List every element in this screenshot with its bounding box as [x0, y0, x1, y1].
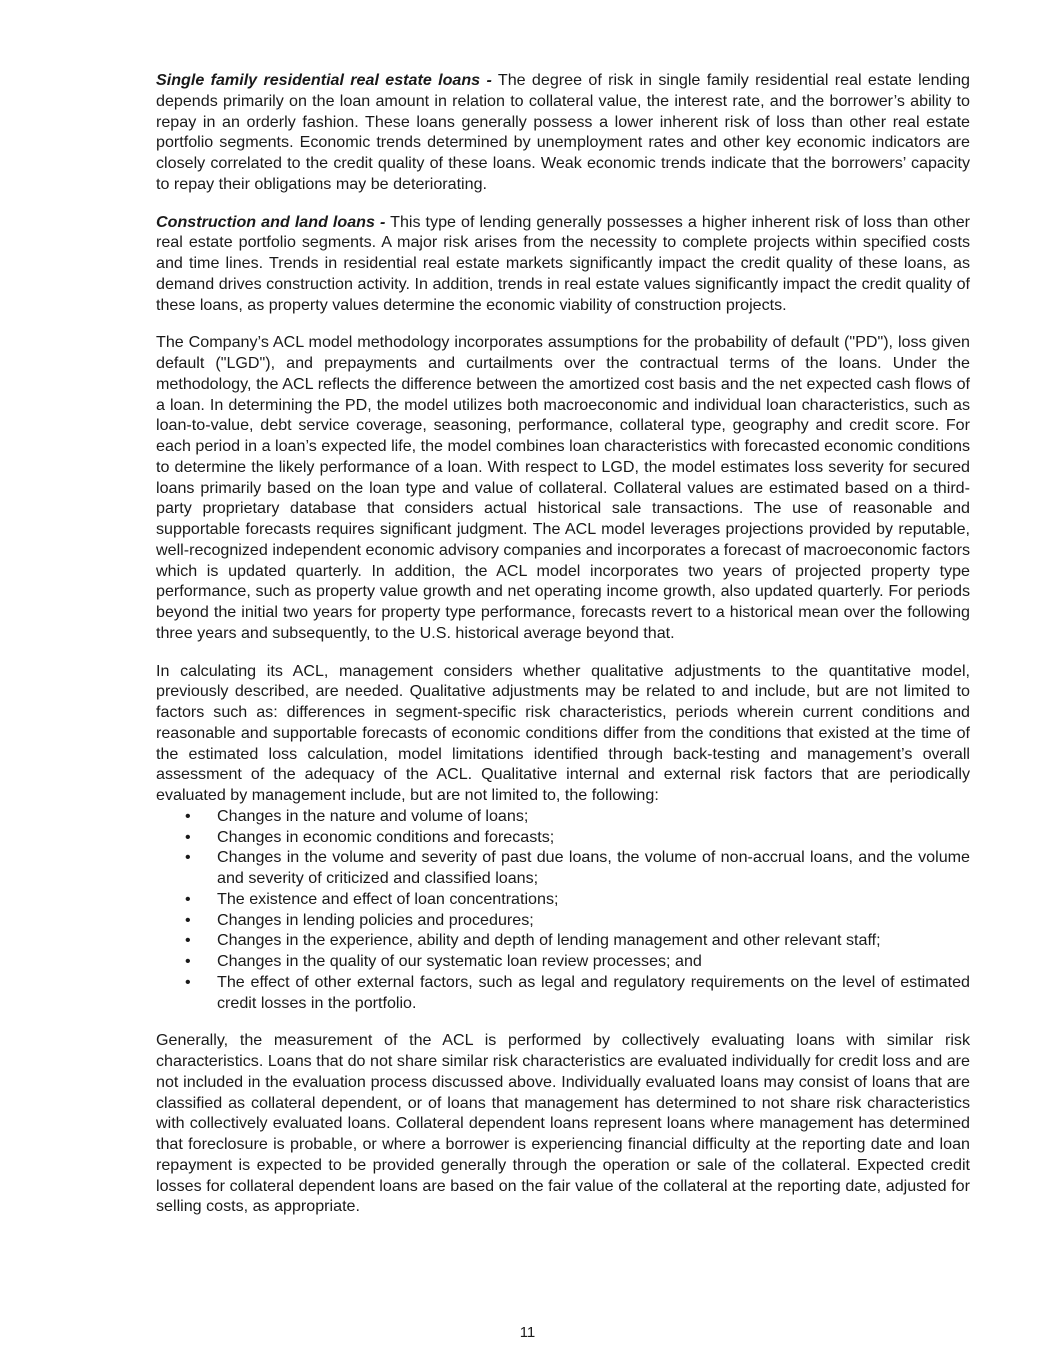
bullet-icon: •	[185, 952, 191, 970]
bullet-icon: •	[185, 889, 191, 908]
list-item	[156, 930, 970, 951]
bullet-icon: •	[185, 806, 191, 825]
list-item-text: Changes in the nature and volume of loans;	[217, 806, 529, 825]
qualitative-paragraph: In calculating its ACL, management considers whether qualitative adjustments to the quantitative model, previously described, are needed. Qualitative adjustments may be related to and include, but are not limited to factors such as: differences in segment-specific risk characteristics, periods wherein current conditions and reasonable and supportable forecasts of economic conditions differ from the conditions that existed at the time of the estimated loss calculation, model limitations identified through back-testing and management’s overall assessment of the adequacy of the ACL. Qualitative internal and external risk factors that are periodically evaluated by management include, but are not limited to, the following:	[156, 661, 970, 804]
single-family-heading: Single family residential real estate loans -	[156, 71, 492, 89]
list-item	[156, 951, 970, 972]
list-item-text: Changes in economic conditions and forecasts;	[217, 827, 555, 846]
list-item	[156, 889, 970, 910]
list-item-text: The existence and effect of loan concentrations;	[217, 889, 559, 908]
construction-body: This type of lending generally possesses a higher inherent risk of loss than other real estate portfolio segments. A major risk arises from the necessity to complete projects within specified costs and time lines. Trends in residential real estate markets significantly impact the credit quality of these loans, as demand drives construction activity. In addition, trends in real estate values significantly impact the credit quality of these loans, as property values determine the economic viability of construction projects.	[156, 212, 971, 314]
page-number: 11	[519, 1324, 536, 1341]
list-item	[156, 910, 970, 931]
list-item	[156, 972, 970, 1014]
bullet-icon: •	[185, 827, 191, 846]
list-item	[156, 847, 970, 889]
list-item-text: Changes in the experience, ability and depth of lending management and other relevant staff;	[217, 931, 881, 950]
list-item-text: Changes in lending policies and procedures;	[217, 910, 534, 929]
document-page	[156, 70, 970, 1234]
list-item	[156, 806, 970, 827]
list-item-text: Changes in the quality of our systematic loan review processes; and	[217, 952, 702, 970]
list-item-text: The effect of other external factors, such as legal and regulatory requirements on the level of estimated credit losses in the portfolio.	[217, 972, 970, 1012]
construction-heading: Construction and land loans -	[156, 212, 386, 231]
measurement-paragraph: Generally, the measurement of the ACL is performed by collectively evaluating loans with similar risk characteristics. Loans that do not share similar risk characteristics are evaluated individually for credit loss and are not included in the evaluation process discussed above. Individually evaluated loans may consist of loans that are classified as collateral dependent, or of loans that management has determined to not share risk characteristics with collectively evaluated loans. Collateral dependent loans represent loans where management has determined that foreclosure is probable, or where a borrower is experiencing financial difficulty at the reporting date and loan repayment is expected to be provided generally through the operation or sale of the collateral. Expected credit losses for collateral dependent loans are based on the fair value of the collateral at the reporting date, adjusted for selling costs, as appropriate.	[156, 1031, 970, 1216]
bullet-icon: •	[185, 910, 191, 929]
bullet-icon: •	[185, 972, 191, 991]
single-family-paragraph	[156, 70, 970, 195]
single-family-body: The degree of risk in single family residential real estate lending depends primarily on the loan amount in relation to collateral value, the interest rate, and the borrower’s ability to repay in an orderly fashion. These loans generally possess a lower inherent risk of loss than other real estate portfolio segments. Economic trends determined by unemployment rates and other key economic indicators are closely correlated to the credit quality of these loans. Weak economic trends indicate that the borrowers’ capacity to repay their obligations may be deteriorating.	[156, 71, 970, 193]
list-item-text: Changes in the volume and severity of past due loans, the volume of non-accrual loans, and the volume and severity of criticized and classified loans;	[217, 848, 970, 887]
bullet-icon: •	[185, 848, 191, 867]
construction-paragraph	[156, 212, 970, 316]
list-item	[156, 827, 970, 848]
bullet-icon: •	[185, 931, 191, 950]
methodology-paragraph: The Company’s ACL model methodology incorporates assumptions for the probability of default ("PD"), loss given default ("LGD"), and prepayments and curtailments over the contractual terms of the loans. Under the methodology, the ACL reflects the difference between the amortized cost basis and the net expected cash flows of a loan. In determining the PD, the model utilizes both macroeconomic and individual loan characteristics, such as loan-to-value, debt service coverage, seasoning, performance, collateral type, geography and credit score. For each period in a loan’s expected life, the model combines loan characteristics with forecasted economic conditions to determine the likely performance of a loan. With respect to LGD, the model estimates loss severity for secured loans primarily based on the loan type and value of collateral. Collateral values are estimated based on a third-party proprietary database that considers actual historical sale transactions. The use of reasonable and supportable forecasts requires significant judgment. The ACL model leverages projections provided by reputable, well-recognized independent economic advisory companies and incorporates a forecast of macroeconomic factors which is updated quarterly. In addition, the ACL model incorporates two years of projected property type performance, such as property value growth and net operating income growth, also updated quarterly. For periods beyond the initial two years for property type performance, forecasts revert to a historical mean over the following three years and subsequently, to the U.S. historical average beyond that.	[156, 333, 970, 642]
risk-factors-list	[156, 806, 970, 1014]
